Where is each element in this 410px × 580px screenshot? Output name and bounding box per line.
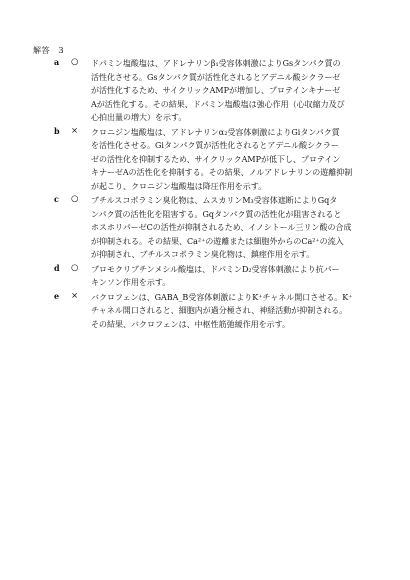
item-letter: e [54, 290, 60, 301]
explanation-line: が抑制される。その結果、Ca²⁺の遊離または細胞外からのCa²⁺の流入 [91, 236, 344, 246]
judgement-mark: ○ [71, 57, 79, 67]
explanation-line: キナーゼAの活性化を抑制する。その結果、ノルアドレナリンの遊離抑制 [91, 168, 353, 177]
explanation-line: が活性化するため、サイクリックAMPが増加し、プロテインキナーゼ [91, 86, 341, 95]
explanation-line: を活性化させる。Giタンパク質が活性化されるとアデニル酸シクラー [91, 141, 339, 150]
answer-item [0, 263, 410, 290]
item-explanation [91, 194, 352, 262]
item-explanation [91, 57, 352, 125]
item-letter: d [54, 262, 60, 273]
explanation-line: ホスホリパーゼCの活性が抑制されるため、イノシトール三リン酸の合成 [91, 223, 352, 232]
explanation-line: ゼの活性化を抑制するため、サイクリックAMPが低下し、プロテイン [91, 154, 341, 164]
answer-item [0, 291, 410, 332]
judgement-mark: × [71, 125, 79, 136]
judgement-mark: ○ [71, 194, 79, 204]
item-letter: b [54, 125, 60, 136]
judgement-mark: × [71, 290, 79, 301]
explanation-line: ブチルスコポラミン臭化物は、ムスカリンM₃受容体遮断によりGqタ [91, 196, 338, 205]
explanation-line: キンソン作用を示す。 [91, 278, 171, 287]
item-explanation [91, 126, 352, 194]
item-letter: a [54, 57, 60, 67]
explanation-line: が起こり、クロニジン塩酸塩は降圧作用を示す。 [91, 181, 267, 191]
answer-item-list [0, 57, 410, 332]
explanation-line: バクロフェンは、GABA_B受容体刺激によりK⁺チャネル開口させる。K⁺ [91, 292, 353, 302]
explanation-line: Aが活性化する。その結果、ドパミン塩酸塩は強心作用（心収縮力及び [91, 99, 345, 109]
answer-item [0, 194, 410, 262]
answer-item [0, 57, 410, 125]
explanation-line: が抑制され、ブチルスコポラミン臭化物は、鎮痙作用を示す。 [91, 250, 315, 259]
explanation-line: チャネル開口されると、細胞内が過分極され、神経活動が抑制される。 [91, 306, 348, 315]
item-explanation [91, 263, 352, 290]
explanation-line: ンパク質の活性化を阻害する。Gqタンパク質の活性化が阻害されると [91, 209, 342, 219]
explanation-line: 心拍出量の増大）を示す。 [91, 113, 187, 122]
explanation-line: 活性化させる。Gsタンパク質が活性化されるとアデニル酸シクラーゼ [91, 72, 341, 82]
judgement-mark: ○ [71, 262, 79, 273]
item-letter: c [54, 194, 59, 204]
answer-item [0, 126, 410, 194]
explanation-line: クロニジン塩酸塩は、アドレナリンα₂受容体刺激によりGiタンパク質 [91, 127, 340, 137]
explanation-line: ドパミン塩酸塩は、アドレナリンβ₁受容体刺激によりGsタンパク質の [91, 59, 341, 68]
explanation-line: ブロモクリプチンメシル酸塩は、ドパミンD₂受容体刺激により抗パー [91, 264, 340, 274]
answer-heading: 解答 3 [33, 46, 65, 55]
item-explanation [91, 291, 352, 332]
explanation-line: その結果、バクロフェンは、中枢性筋弛緩作用を示す。 [91, 319, 290, 329]
